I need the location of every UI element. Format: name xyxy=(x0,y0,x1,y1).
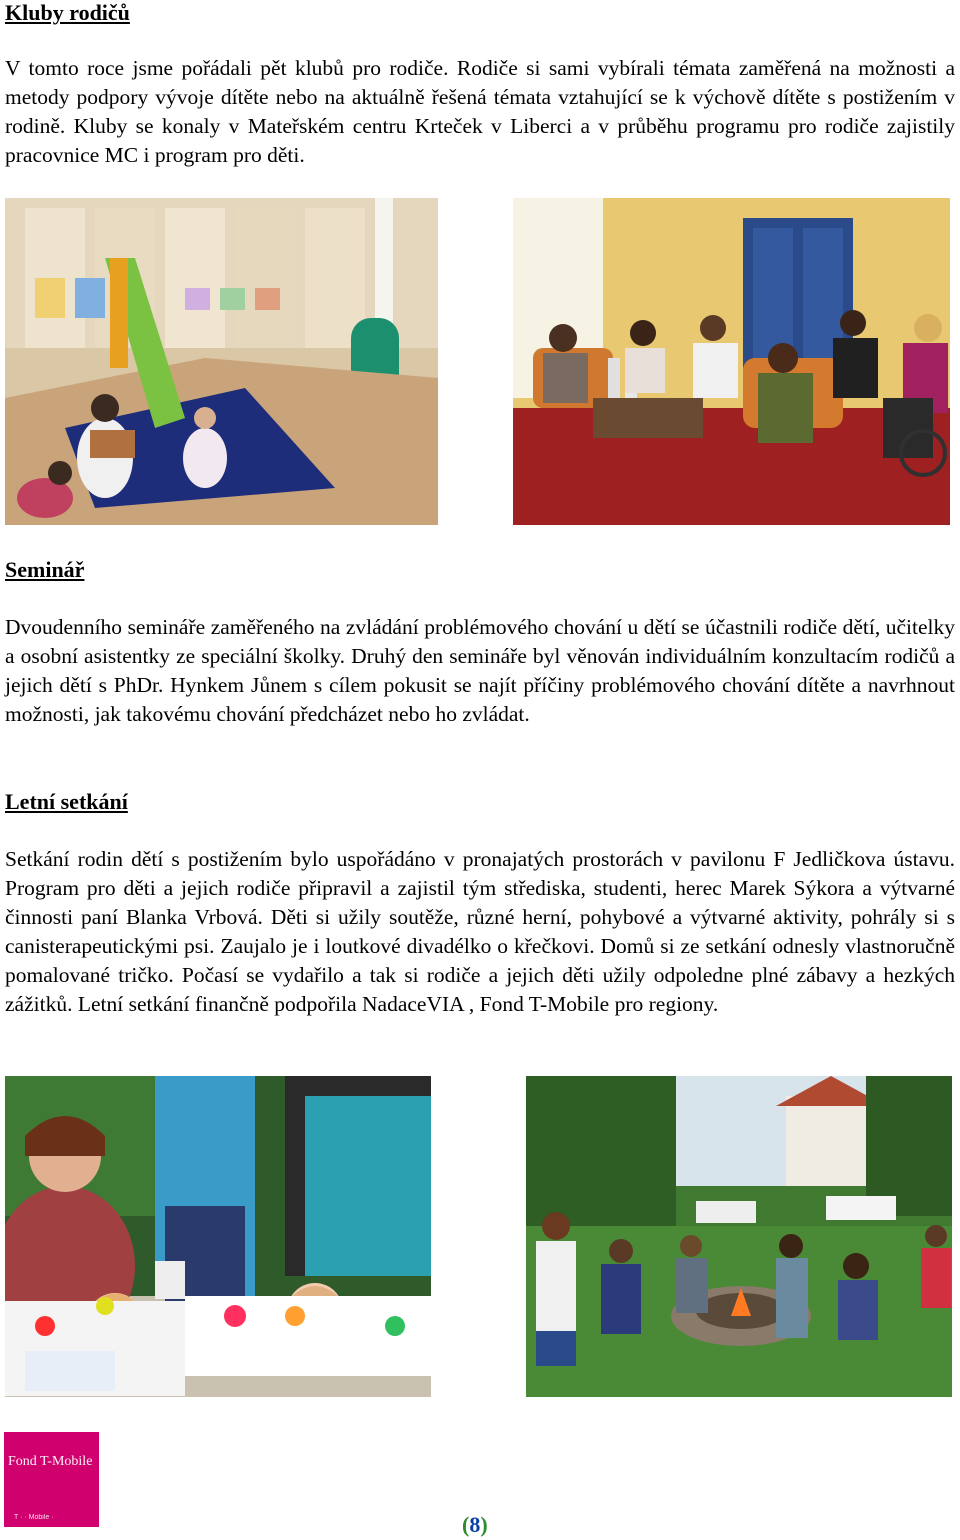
photo-tshirt-painting xyxy=(5,1076,431,1397)
section-text-seminar: Dvoudenního semináře zaměřeného na zvládání problémového chování u dětí se účastnili rodiče dětí, učitelky a osobní asistentky ze speciální školky. Druhý den semináře byl věnován individuálním konzultacím rodičů a jejich dětí s PhDr. Hynkem Jůnem s cílem pokusit se najít příčiny problémového chování dítěte a navrhnout možnosti, jak takovému chování předcházet nebo ho zvládat. xyxy=(5,615,955,726)
logo-subtext: T · · Mobile · xyxy=(14,1514,54,1521)
page-number-open: ( xyxy=(462,1512,470,1537)
section-heading-letni: Letní setkání xyxy=(5,789,128,814)
section-text-letni: Setkání rodin dětí s postižením bylo uspořádáno v pronajatých prostorách v pavilonu F Jedličkova ústavu. Program pro děti a jejich rodiče připravil a zajistil tým střediska, studenti, herec Marek Sýkora a výtvarné činnosti paní Blanka Vrbová. Děti si užily soutěže, různé herní, pohybové a výtvarné aktivity, pohrály si s canisterapeutickými psi. Zaujalo je i loutkové divadélko o křečkovi. Domů si ze setkání odnesly vlastnoručně pomalované tričko. Počasí se vydařilo a tak si rodiče a jejich děti užily odpoledne plné zábavy a hezkých zážitků. Letní setkání finančně podpořila NadaceVIA , Fond T-Mobile pro regiony. xyxy=(5,847,955,1016)
section-text-kluby: V tomto roce jsme pořádali pět klubů pro rodiče. Rodiče si sami vybírali témata zaměřená na možnosti a metody podpory vývoje dítěte nebo na aktuálně řešená témata vztahující se k výchově dítěte s postižením v rodině. Kluby se konaly v Mateřském centru Krteček v Liberci a v průběhu programu pro rodiče zajistily pracovnice MC i program pro děti. xyxy=(5,56,955,167)
section-heading-kluby: Kluby rodičů xyxy=(5,0,130,25)
photo-parents-club xyxy=(513,198,950,525)
section-heading-seminar: Seminář xyxy=(5,557,85,582)
logo-text: Fond T-Mobile xyxy=(8,1454,93,1469)
photo-garden-campfire xyxy=(526,1076,952,1397)
page-number-value: 8 xyxy=(469,1512,481,1537)
page-number-close: ) xyxy=(480,1512,488,1537)
photo-playroom xyxy=(5,198,438,525)
page-number xyxy=(462,1512,488,1538)
fond-t-mobile-logo xyxy=(4,1432,99,1527)
